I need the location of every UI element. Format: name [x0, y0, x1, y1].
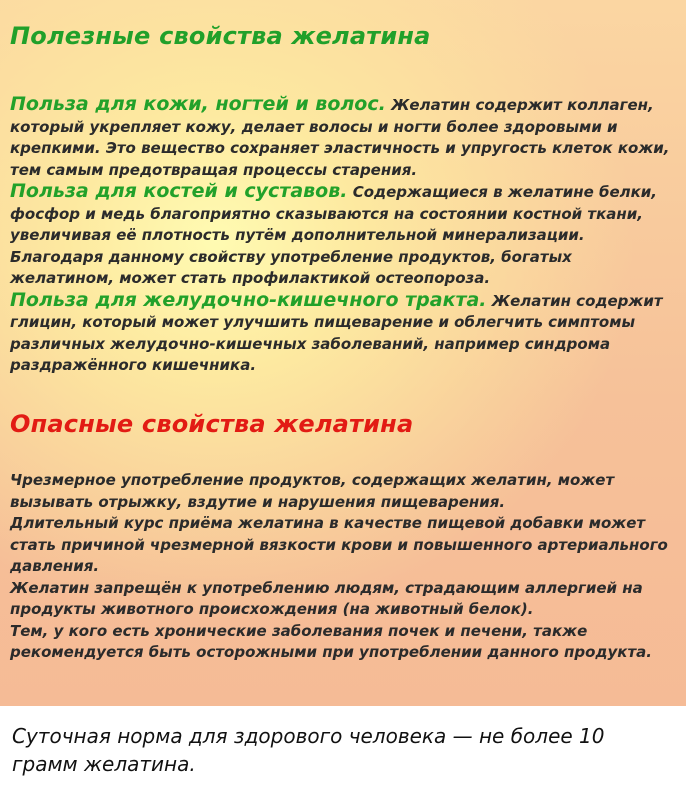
danger-item: Тем, у кого есть хронические заболевания почек и печени, также рекомендуется быть осторожными при употреблении данного продукта.: [10, 621, 652, 661]
danger-item: Желатин запрещён к употреблению людям, страдающим аллергией на продукты животного происхождения (на животный белок).: [10, 578, 643, 618]
useful-properties-title: Полезные свойства желатина: [10, 22, 431, 50]
benefit-digestive-tract: [10, 290, 678, 377]
benefit-heading: Польза для костей и суставов.: [10, 180, 348, 202]
benefit-text: Содержащиеся в желатине белки, фосфор и медь благоприятно сказываются на состоянии костной ткани, увеличивая её плотность путём дополнительной минерализации. Благодаря данному свойству употребление продуктов, богатых желатином, может стать профилактикой остеопороза.: [10, 183, 658, 287]
danger-item: Длительный курс приёма желатина в качестве пищевой добавки может стать причиной чрезмерной вязкости крови и повышенного артериального давления.: [10, 514, 668, 575]
daily-norm-text: Суточная норма для здорового человека — не более 10 грамм желатина.: [12, 724, 605, 776]
benefit-bones-joints: [10, 181, 678, 290]
danger-item: Чрезмерное употребление продуктов, содержащих желатин, может вызывать отрыжку, вздутие и нарушения пищеварения.: [10, 471, 615, 511]
dangerous-properties-title: Опасные свойства желатина: [10, 410, 414, 438]
benefit-heading: Польза для желудочно-кишечного тракта.: [10, 288, 487, 311]
dangers-list: [10, 470, 678, 664]
benefit-text: Желатин содержит коллаген, который укрепляет кожу, делает волосы и ногти более здоровыми и крепкими. Это вещество сохраняет эластичность и упругость клеток кожи, тем самым предотвращая процессы старения.: [10, 96, 670, 179]
benefit-text: Желатин содержит глицин, который может улучшить пищеварение и облегчить симптомы различных желудочно-кишечных заболеваний, например синдрома раздражённого кишечника.: [10, 291, 663, 374]
benefit-heading: Польза для кожи, ногтей и волос.: [10, 93, 386, 115]
benefits-list: [10, 94, 678, 377]
benefit-skin-nails-hair: [10, 94, 678, 181]
daily-norm-box: [0, 706, 686, 800]
